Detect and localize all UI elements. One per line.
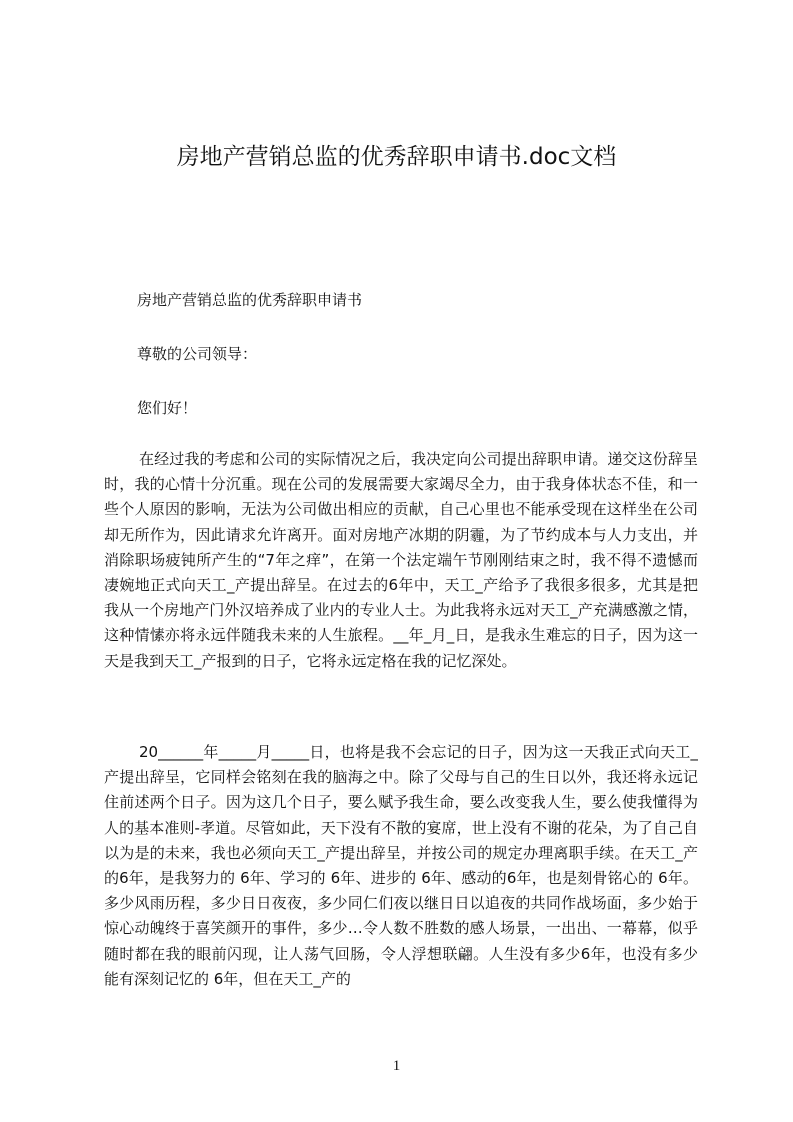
body-paragraph-1: 在经过我的考虑和公司的实际情况之后，我决定向公司提出辞职申请。递交这份辞呈时，我的心情十分沉重。现在公司的发展需要大家竭尽全力，由于我身体状态不佳，和一些个人原因的影响，无法为公司做出相应的贡献，自己心里也不能承受现在这样坐在公司却无所作为，因此请求允许离开。面对房地产冰期的阴霾，为了节约成本与人力支出，并消除职场疲钝所产生的“7年之痒”，在第一个法定端午节刚刚结束之时，我不得不遗憾而凄婉地正式向天工_产提出辞呈。在过去的6年中，天工_产给予了我很多很多，尤其是把我从一个房地产门外汉培养成了业内的专业人士。为此我将永远对天工_产充满感激之情，这种情愫亦将永远伴随我未来的人生旅程。__年_月_日，是我永生难忘的日子，因为这一天是我到天工_产报到的日子，它将永远定格在我的记忆深处。 <box>104 450 698 670</box>
body-paragraph-2: 20______年_____月_____日，也将是我不会忘记的日子，因为这一天我正式向天工_产提出辞呈，它同样会铭刻在我的脑海之中。除了父母与自己的生日以外，我还将永远记住前述两个日子。因为这几个日子，要么赋予我生命，要么改变我人生，要么使我懂得为人的基本准则-孝道。尽管如此，天下没有不散的宴席，世上没有不谢的花朵，为了自己自以为是的未来，我也必须向天工_产提出辞呈，并按公司的规定办理离职手续。在天工_产的6年，是我努力的 6年、学习的 6年、进步的 6年、感动的6年，也是刻骨铭心的 6年。多少风雨历程，多少日日夜夜，多少同仁们夜以继日日以追夜的共同作战场面，多少始于惊心动魄终于喜笑颜开的事件，多少…令人数不胜数的感人场景，一出出、一幕幕，似乎随时都在我的眼前闪现，让人荡气回肠，令人浮想联翩。人生没有多少6年，也没有多少能有深刻记忆的 6年，但在天工_产的 <box>104 743 698 988</box>
document-title: 房地产营销总监的优秀辞职申请书.doc文档 <box>176 144 617 170</box>
letter-salutation: 尊敬的公司领导： <box>137 345 258 363</box>
letter-subtitle: 房地产营销总监的优秀辞职申请书 <box>137 291 363 309</box>
page-number: 1 <box>392 1058 401 1074</box>
letter-greeting: 您们好！ <box>137 399 198 417</box>
